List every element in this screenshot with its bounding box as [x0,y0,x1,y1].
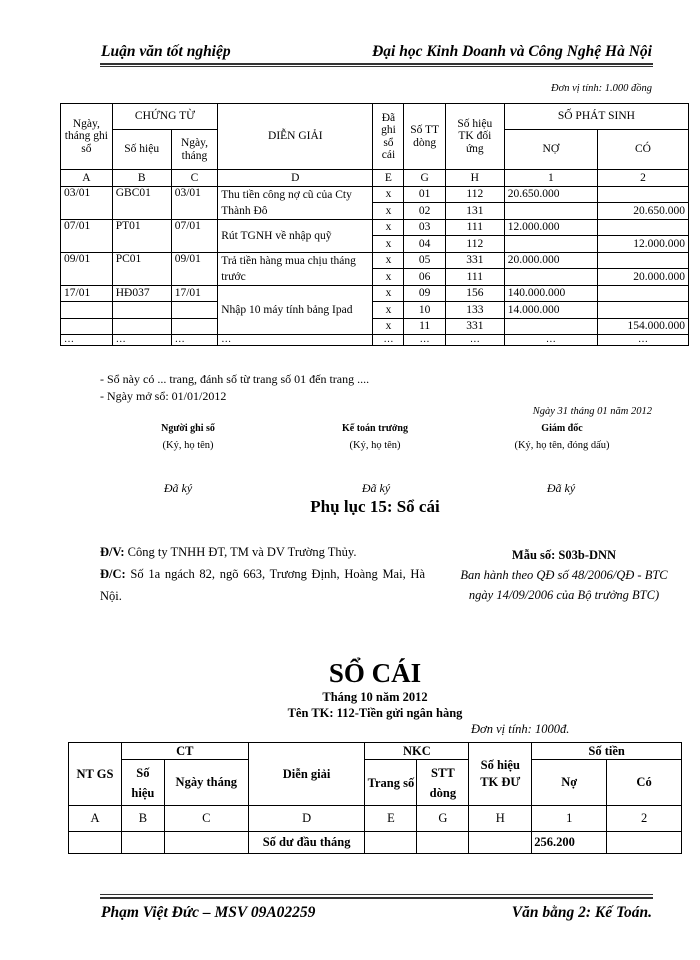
credit-amount: 20.000.000 [597,269,688,286]
contra-account: 133 [445,302,504,319]
line-no: 03 [404,219,445,236]
credit-amount: 154.000.000 [597,318,688,335]
entry-date: 07/01 [61,219,113,252]
col-so-tien: Số tiền [532,743,682,760]
header-right: Đại học Kinh Doanh và Công Nghệ Hà Nội [372,43,652,60]
line-no: 09 [404,285,445,302]
col-tk-du: Số hiệu TK ĐƯ [469,743,532,806]
form-note: Ban hành theo QĐ số 48/2006/QĐ - BTC ngày 14/09/2006 của Bộ trưởng BTC) [460,568,668,602]
col-ntgs: NT GS [69,743,122,806]
code-cell: E [365,806,417,832]
dc-label: Đ/C: [100,567,126,581]
posted-mark: x [373,186,404,203]
code-cell: B [112,170,171,187]
credit-amount [597,219,688,236]
ellipsis-cell: … [218,335,373,346]
ledger-account: Tên TK: 112-Tiền gửi ngân hàng [287,706,463,720]
code-cell: A [69,806,122,832]
ellipsis-row [61,335,689,346]
ledger-month: Tháng 10 năm 2012 [322,690,428,704]
code-cell: 2 [597,170,688,187]
voucher-date: 17/01 [171,285,218,302]
code-cell: E [373,170,404,187]
signer-sub: (Ký, họ tên) [349,440,401,451]
contra-account: 112 [445,236,504,253]
empty-cell [171,302,218,319]
contra-account: 331 [445,252,504,269]
empty-cell [61,318,113,335]
debit-amount [504,269,597,286]
col-credit: CÓ [597,130,688,170]
empty-cell [164,832,248,854]
debit-amount [504,236,597,253]
col-ngay-thang: Ngày tháng [164,760,248,806]
contra-account: 112 [445,186,504,203]
posted-mark: x [373,219,404,236]
footer-right: Văn bằng 2: Kế Toán. [511,904,652,921]
table-row [61,302,689,319]
col-amount: SỐ PHÁT SINH [504,104,688,130]
signer-title: Người ghi sổ [161,423,215,434]
col-line-no: Số TT dòng [404,104,445,170]
entry-date: 03/01 [61,186,113,219]
debit-amount: 12.000.000 [504,219,597,236]
signer-sub: (Ký, họ tên, đóng dấu) [514,440,610,451]
signer-sub: (Ký, họ tên) [162,440,214,451]
credit-amount: 12.000.000 [597,236,688,253]
col-date-recorded: Ngày, tháng ghi sổ [61,104,113,170]
col-ct: CT [121,743,248,760]
header-left: Luận văn tốt nghiệp [101,43,231,60]
ellipsis-cell: … [445,335,504,346]
entry-date: 17/01 [61,285,113,302]
posted-mark: x [373,203,404,220]
code-row [61,170,689,187]
voucher-no: PT01 [112,219,171,252]
ledger-title: SỔ CÁI [328,658,422,688]
contra-account: 111 [445,269,504,286]
entry-description: Thu tiền công nợ cũ của Cty Thành Đô [218,186,373,219]
signature: Đã ký [546,481,576,495]
code-cell: 2 [607,806,682,832]
posted-mark: x [373,236,404,253]
ellipsis-cell: … [504,335,597,346]
col-posted: Đã ghi sổ cái [373,104,404,170]
col-description: DIỄN GIẢI [218,104,373,170]
code-cell: C [171,170,218,187]
footer-rule-thin [100,894,653,895]
code-cell: D [218,170,373,187]
voucher-no: GBC01 [112,186,171,219]
voucher-no: PC01 [112,252,171,285]
debit-amount [504,318,597,335]
signature: Đã ký [361,481,391,495]
ellipsis-cell: … [61,335,113,346]
debit-amount: 20.650.000 [504,186,597,203]
general-ledger-table [68,742,682,854]
col-stt-dong: STT dòng [417,760,469,806]
credit-amount [597,302,688,319]
table-row [61,186,689,203]
appendix-title: Phụ lục 15: Sổ cái [310,497,440,516]
entry-description: Rút TGNH về nhập quỹ [218,219,373,252]
col-dien-giai: Diễn giải [248,743,365,806]
line-no: 05 [404,252,445,269]
empty-cell [469,832,532,854]
line-no: 10 [404,302,445,319]
voucher-date: 03/01 [171,186,218,219]
entry-description: Nhập 10 máy tính bảng Ipad [218,285,373,335]
code-cell: 1 [532,806,607,832]
form-block [455,545,673,605]
ellipsis-cell: … [597,335,688,346]
company-address: Số 1a ngách 82, ngõ 663, Trương Định, Hoàng Mai, Hà Nội. [100,567,425,603]
note-pages: - Sổ này có ... trang, đánh số từ trang số 01 đến trang .... [100,372,370,386]
code-cell: 1 [504,170,597,187]
debit-amount [504,203,597,220]
line-no: 01 [404,186,445,203]
line-no: 06 [404,269,445,286]
contra-account: 131 [445,203,504,220]
voucher-no: HĐ037 [112,285,171,302]
posted-mark: x [373,302,404,319]
code-cell: G [404,170,445,187]
voucher-date: 09/01 [171,252,218,285]
signer-title: Giám đốc [541,423,583,434]
credit-amount [597,252,688,269]
col-contra-account: Số hiệu TK đối ứng [445,104,504,170]
credit-amount: 20.650.000 [597,203,688,220]
posted-mark: x [373,318,404,335]
footer-rule [100,897,653,899]
empty-cell [61,302,113,319]
contra-account: 331 [445,318,504,335]
table-row [69,832,682,854]
ellipsis-cell: … [112,335,171,346]
code-cell: D [248,806,365,832]
code-cell: A [61,170,113,187]
entry-description: Trả tiền hàng mua chịu tháng trước [218,252,373,285]
line-no: 04 [404,236,445,253]
table-row [61,285,689,302]
header-rule [100,63,653,65]
line-no: 11 [404,318,445,335]
code-cell: G [417,806,469,832]
contra-account: 111 [445,219,504,236]
signature: Đã ký [163,481,193,495]
company-name: Công ty TNHH ĐT, TM và DV Trường Thủy. [127,545,357,559]
contra-account: 156 [445,285,504,302]
code-cell: H [469,806,532,832]
general-journal-table [60,103,689,346]
credit-amount [597,285,688,302]
ellipsis-cell: … [171,335,218,346]
table-row [61,219,689,236]
empty-cell [121,832,164,854]
opening-balance-debit: 256.200 [532,832,607,854]
debit-amount: 14.000.000 [504,302,597,319]
signer-title: Kế toán trưởng [342,423,408,434]
col-voucher-no: Số hiệu [112,130,171,170]
code-cell: H [445,170,504,187]
form-code: Mẫu số: S03b-DNN [511,548,617,562]
company-info [100,541,425,607]
note-open-date: - Ngày mở sổ: 01/01/2012 [100,389,227,403]
col-no: Nợ [532,760,607,806]
empty-cell [112,318,171,335]
line-no: 02 [404,203,445,220]
ellipsis-cell: … [373,335,404,346]
sign-date: Ngày 31 tháng 01 năm 2012 [532,406,652,417]
dv-label: Đ/V: [100,545,125,559]
col-co: Có [607,760,682,806]
credit-amount [597,186,688,203]
empty-cell [171,318,218,335]
code-cell: B [121,806,164,832]
col-nkc: NKC [365,743,469,760]
opening-balance-label: Số dư đầu tháng [248,832,365,854]
table-row [61,318,689,335]
posted-mark: x [373,252,404,269]
voucher-date: 07/01 [171,219,218,252]
col-voucher: CHỨNG TỪ [112,104,218,130]
col-so-hieu: Số hiệu [121,760,164,806]
posted-mark: x [373,269,404,286]
entry-date: 09/01 [61,252,113,285]
empty-cell [365,832,417,854]
table-row [61,252,689,269]
empty-cell [417,832,469,854]
col-debit: NỢ [504,130,597,170]
posted-mark: x [373,285,404,302]
code-cell: C [164,806,248,832]
debit-amount: 20.000.000 [504,252,597,269]
empty-cell [607,832,682,854]
ledger2-unit: Đơn vị tính: 1000đ. [471,722,570,736]
debit-amount: 140.000.000 [504,285,597,302]
col-trang-so: Trang số [365,760,417,806]
empty-cell [112,302,171,319]
footer-left: Phạm Việt Đức – MSV 09A02259 [101,904,316,921]
col-voucher-date: Ngày, tháng [171,130,218,170]
ledger1-unit: Đơn vị tính: 1.000 đồng [551,83,652,94]
header-rule-thin [100,66,653,67]
code-row [69,806,682,832]
empty-cell [69,832,122,854]
ellipsis-cell: … [404,335,445,346]
